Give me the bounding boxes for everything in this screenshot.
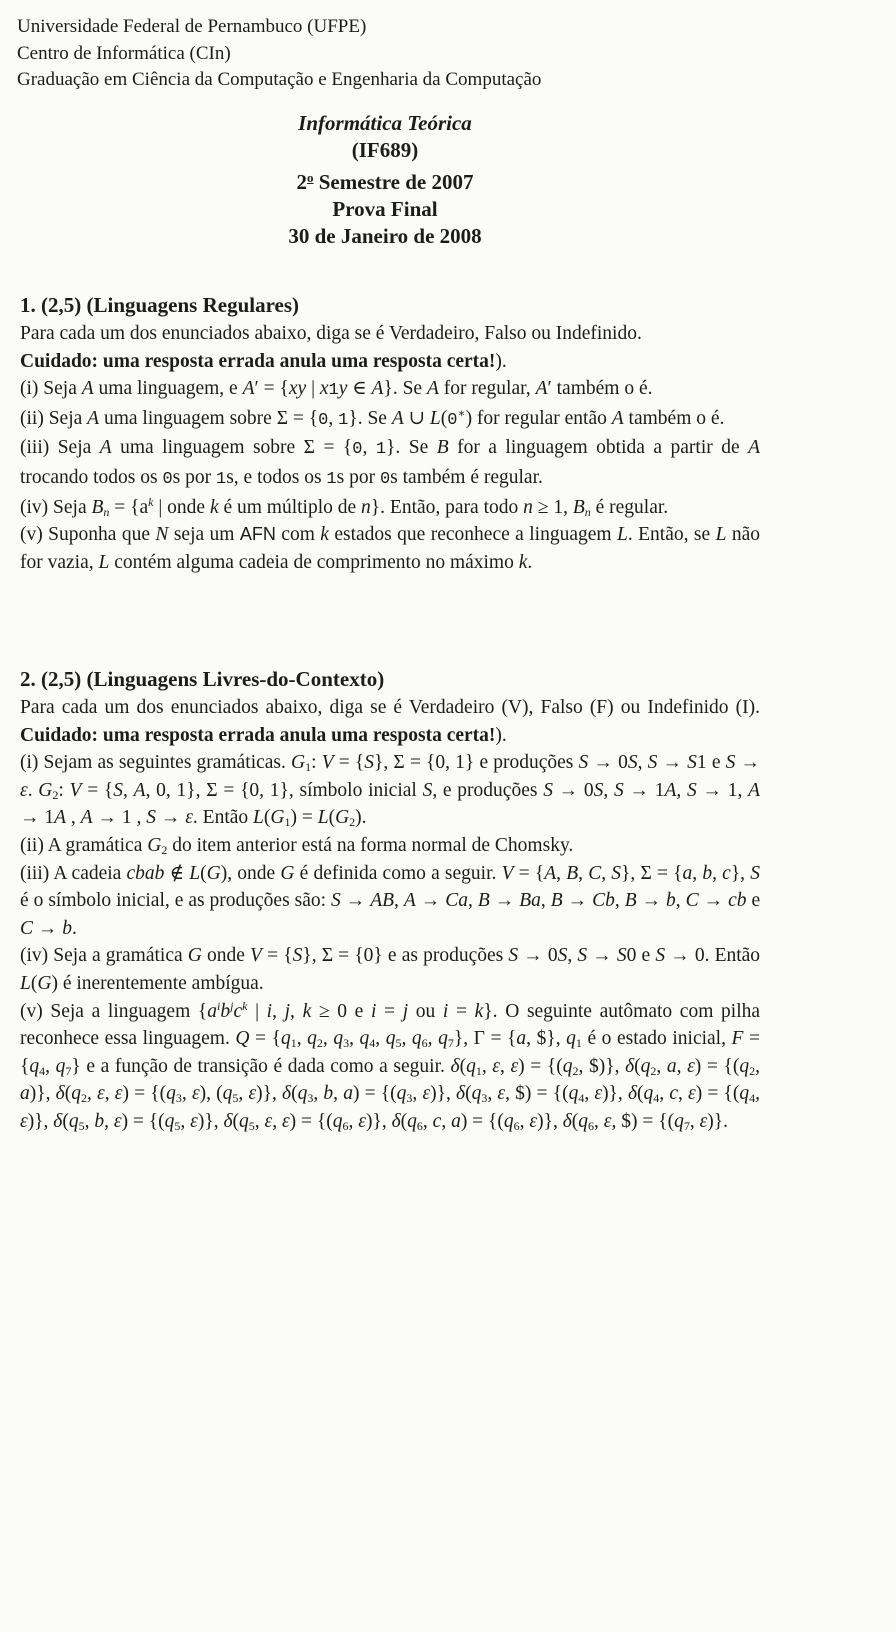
question-2-intro-text: Para cada um dos enunciados abaixo, diga se é Verdadeiro (V), Falso (F) ou Indefinido (I). [20, 697, 760, 718]
question-2-item-iii: (iii) A cadeia cbab ∉ L(G), onde G é definida como a seguir. V = {A, B, C, S}, Σ = {a, b, c}, S é o símbolo inicial, e as produções são: S → AB, A → Ca, B → Ba, B → Cb, B → b, C → cb e C → b. [20, 862, 761, 939]
question-1-item-iv: (iv) Seja $B_n = \{a^k$ | onde k é um múltiplo de n}. Então, para todo n ≥ 1, $B_n$ é regular. [20, 494, 669, 519]
question-1-warning-tail: ). [495, 350, 507, 372]
question-2-warning: Cuidado: uma resposta errada anula uma resposta certa! [20, 724, 496, 746]
question-1-title: 1. (2,5) (Linguagens Regulares) [20, 293, 300, 317]
question-1-warning: Cuidado: uma resposta errada anula uma resposta certa! [20, 350, 496, 372]
question-1 [20, 291, 760, 576]
question-2-item-i: (i) Sejam as seguintes gramáticas. $G_1$: V = {S}, Σ = {0, 1} e produções S → 0S, S → S1 e S → ε. $G_2$: V = {S, A, 0, 1}, Σ = {0, 1}, símbolo inicial S, e produções S → 0S, S → 1A, S → 1, A → 1A , A → 1 , S → ε. Então $L(G_1) = L(G_2)$. [20, 752, 761, 830]
course-code: (IF689) [351, 138, 419, 162]
semester-number: 2 [296, 170, 307, 194]
question-2-warning-tail: ). [495, 724, 507, 746]
question-1-intro [20, 320, 760, 375]
semester-text: Semestre de 2007 [313, 170, 474, 194]
question-2-item-ii: (ii) A gramática $G_2$ do item anterior está na forma normal de Chomsky. [20, 834, 574, 857]
exam-title-block [0, 110, 770, 250]
question-2-intro [20, 694, 760, 749]
exam-date: 30 de Janeiro de 2008 [288, 224, 482, 248]
question-1-item-v: (v) Suponha que N seja um AFN com k estados que reconhece a linguagem L. Então, se L não for vazia, L contém alguma cadeia de comprimento no máximo k. [20, 524, 760, 573]
semester-ordinal: o [307, 170, 314, 185]
question-1-item-ii: (ii) Seja A uma linguagem sobre Σ = {0, 1}. Se A ∪ L(0∗) for regular então A também o é. [20, 405, 725, 430]
question-1-item-i: (i) Seja A uma linguagem, e A′ = {xy | x1y ∈ A}. Se A for regular, A′ também o é. [20, 378, 653, 401]
center-name: Centro de Informática (CIn) [17, 42, 231, 64]
semester [0, 164, 770, 196]
question-2-item-v: (v) Seja a linguagem {$a^ib^jc^k$ | i, j, k ≥ 0 e i = j ou i = k}. O seguinte autômato com pilha reconhece essa linguagem. $Q = \{q_1$, $q_2$, $q_3$, $q_4$, $q_5$, $q_6$, $q_7$}, Γ = {a, $}, $q_1$ é o estado inicial, $F = \{q_4$, $q_7$} e a função de transição é dada como a seguir. $\delta(q_1$, ε, $\varepsilon) = \{(q_2$, $)}, $\delta(q_2$, a, $\varepsilon) = \{(q_2$, a)}, $\delta(q_2$, ε, $\varepsilon) = \{(q_3$, ε), ($q_5$, ε)}, $\delta(q_3$, b, $a) = \{(q_3$, ε)}, $\delta(q_3$, ε, $) = {($q_4$, ε)}, $\delta(q_4$, c, $\varepsilon) = \{(q_4$, ε)}, $\delta(q_5$, b, $\varepsilon) = \{(q_5$, ε)}, $\delta(q_5$, ε, $\varepsilon) = \{(q_6$, ε)}, $\delta(q_6$, c, $a) = \{(q_6$, ε)}, $\delta(q_6$, ε, $) = {($q_7$, ε)}. [20, 998, 761, 1133]
program-name: Graduação em Ciência da Computação e Engenharia da Computação [17, 69, 542, 90]
institution-header [17, 14, 541, 94]
question-1-item-iii: (iii) Seja A uma linguagem sobre Σ = {0, 1}. Se B for a linguagem obtida a partir de A trocando todos os 0s por 1s, e todos os 1s por 0s também é regular. [20, 437, 760, 489]
question-2-title: 2. (2,5) (Linguagens Livres-do-Contexto) [20, 667, 385, 691]
question-2 [20, 665, 760, 1136]
exam-type: Prova Final [332, 197, 438, 221]
course-title: Informática Teórica [298, 111, 472, 135]
question-2-item-iv: (iv) Seja a gramática G onde V = {S}, Σ = {0} e as produções S → 0S, S → S0 e S → 0. Então L(G) é inerentemente ambígua. [20, 945, 761, 994]
question-1-intro-text: Para cada um dos enunciados abaixo, diga se é Verdadeiro, Falso ou Indefinido. [20, 323, 642, 344]
university-name: Universidade Federal de Pernambuco (UFPE) [17, 16, 367, 37]
